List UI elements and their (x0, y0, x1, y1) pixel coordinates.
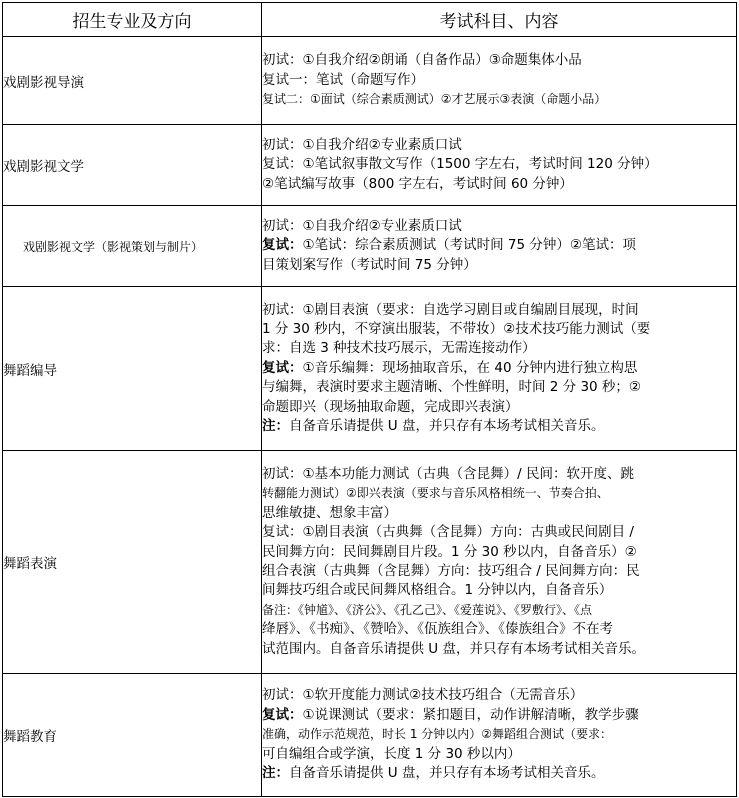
label-retest: 复试： (262, 706, 303, 723)
label-retest: 复试： (262, 237, 303, 254)
content-line: 复试：①笔试叙事散文写作（1500 字左右，考试时间 120 分钟） (262, 156, 658, 173)
content-line: 目策划案写作（考试时间 75 分钟） (262, 256, 477, 273)
content-cell (262, 287, 737, 451)
major-cell: 舞蹈表演 (3, 451, 262, 674)
content-line: 民间舞方向：民间舞剧目片段。1 分 30 秒以内，自备音乐）② (262, 543, 637, 560)
content-line: 复试二：①面试（综合素质测试）②才艺展示③表演（命题小品） (262, 92, 607, 107)
content-line (262, 359, 736, 378)
content-line: 准确，动作示范规范，时长 1 分钟以内）②舞蹈组合测试（要求： (262, 727, 613, 742)
line-text: 自备音乐请提供 U 盘，并只存有本场考试相关音乐。 (289, 765, 605, 782)
label-retest: 复试： (262, 359, 303, 376)
content-line: 间舞技巧组合或民间舞风格组合。1 分钟以内，自备音乐） (262, 582, 613, 599)
content-line: 1 分 30 秒内，不穿演出服装，不带妆）②技术技巧能力测试（要 (262, 320, 651, 337)
content-line: ②笔试编写故事（800 字左右，考试时间 60 分钟） (262, 175, 573, 192)
table-row (3, 674, 737, 797)
major-cell: 戏剧影视文学（影视策划与制片） (3, 206, 262, 287)
content-line: 试范围内。自备音乐请提供 U 盘，并只存有本场考试相关音乐。 (262, 640, 645, 657)
table-row (3, 287, 737, 451)
table-row (3, 37, 737, 125)
line-text: ①音乐编舞：现场抽取音乐，在 40 分钟内进行独立构思 (302, 359, 638, 376)
content-cell (262, 37, 737, 125)
content-cell (262, 451, 737, 674)
content-cell (262, 674, 737, 797)
content-line (262, 706, 736, 725)
table-row (3, 451, 737, 674)
content-line: 与编舞，表演时要求主题清晰、个性鲜明，时间 2 分 30 秒；② (262, 379, 642, 396)
content-line: 可自编组合或学演，长度 1 分 30 秒以内） (262, 745, 521, 762)
content-line: 求：自选 3 种技术技巧展示，无需连接动作） (262, 340, 536, 357)
content-line: 思维敏捷、想象丰富） (262, 504, 397, 521)
table-row (3, 206, 737, 287)
content-line: 初试：①软开度能力测试②技术技巧组合（无需音乐） (262, 687, 584, 704)
content-line: 初试：①基本功能力测试（古典（含昆舞）/ 民间：软开度、跳 (262, 465, 634, 482)
content-line: 初试：①自我介绍②专业素质口试 (262, 217, 462, 234)
header-content: 考试科目、内容 (262, 3, 737, 37)
table-header-row (3, 3, 737, 37)
content-cell (262, 125, 737, 206)
content-line: 初试：①自我介绍②朗诵（自备作品）③命题集体小品 (262, 52, 582, 69)
content-line: 初试：①剧目表演（要求：自选学习剧目或自编剧目展现，时间 (262, 301, 639, 318)
content-line (262, 417, 736, 436)
content-line: 组合表演（古典舞（含昆舞）方向：技巧组合 / 民间舞方向：民 (262, 563, 640, 579)
exam-subjects-table (2, 2, 737, 797)
content-line (262, 236, 736, 255)
label-note: 注： (262, 765, 289, 782)
line-text: 自备音乐请提供 U 盘，并只存有本场考试相关音乐。 (289, 418, 605, 435)
major-cell: 戏剧影视导演 (3, 37, 262, 125)
content-line: 复试一：笔试（命题写作） (262, 71, 424, 88)
major-cell: 舞蹈编导 (3, 287, 262, 451)
content-line (262, 764, 736, 783)
header-major: 招生专业及方向 (3, 3, 262, 37)
content-cell (262, 206, 737, 287)
content-line: 绛唇》、《书痴》、《赞哈》、《佤族组合》、《傣族组合》不在考 (262, 621, 613, 638)
content-line: 转翻能力测试）②即兴表演（要求与音乐风格相统一、节奏合拍、 (262, 486, 609, 501)
table-row (3, 125, 737, 206)
major-cell: 戏剧影视文学 (3, 125, 262, 206)
content-line: 命题即兴（现场抽取命题，完成即兴表演） (262, 398, 519, 415)
content-line: 备注：《钟馗》、《济公》、《孔乙己》、《爱莲说》、《罗敷行》、《点 (262, 602, 593, 617)
content-line: 初试：①自我介绍②专业素质口试 (262, 136, 462, 153)
label-note: 注： (262, 418, 289, 435)
major-cell: 舞蹈教育 (3, 674, 262, 797)
line-text: ①笔试：综合素质测试（考试时间 75 分钟）②笔试：项 (302, 237, 636, 254)
line-text: ①说课测试（要求：紧扣题目，动作讲解清晰，教学步骤 (302, 706, 639, 723)
content-line: 复试：①剧目表演（古典舞（含昆舞）方向：古典或民间剧目 / (262, 524, 634, 541)
